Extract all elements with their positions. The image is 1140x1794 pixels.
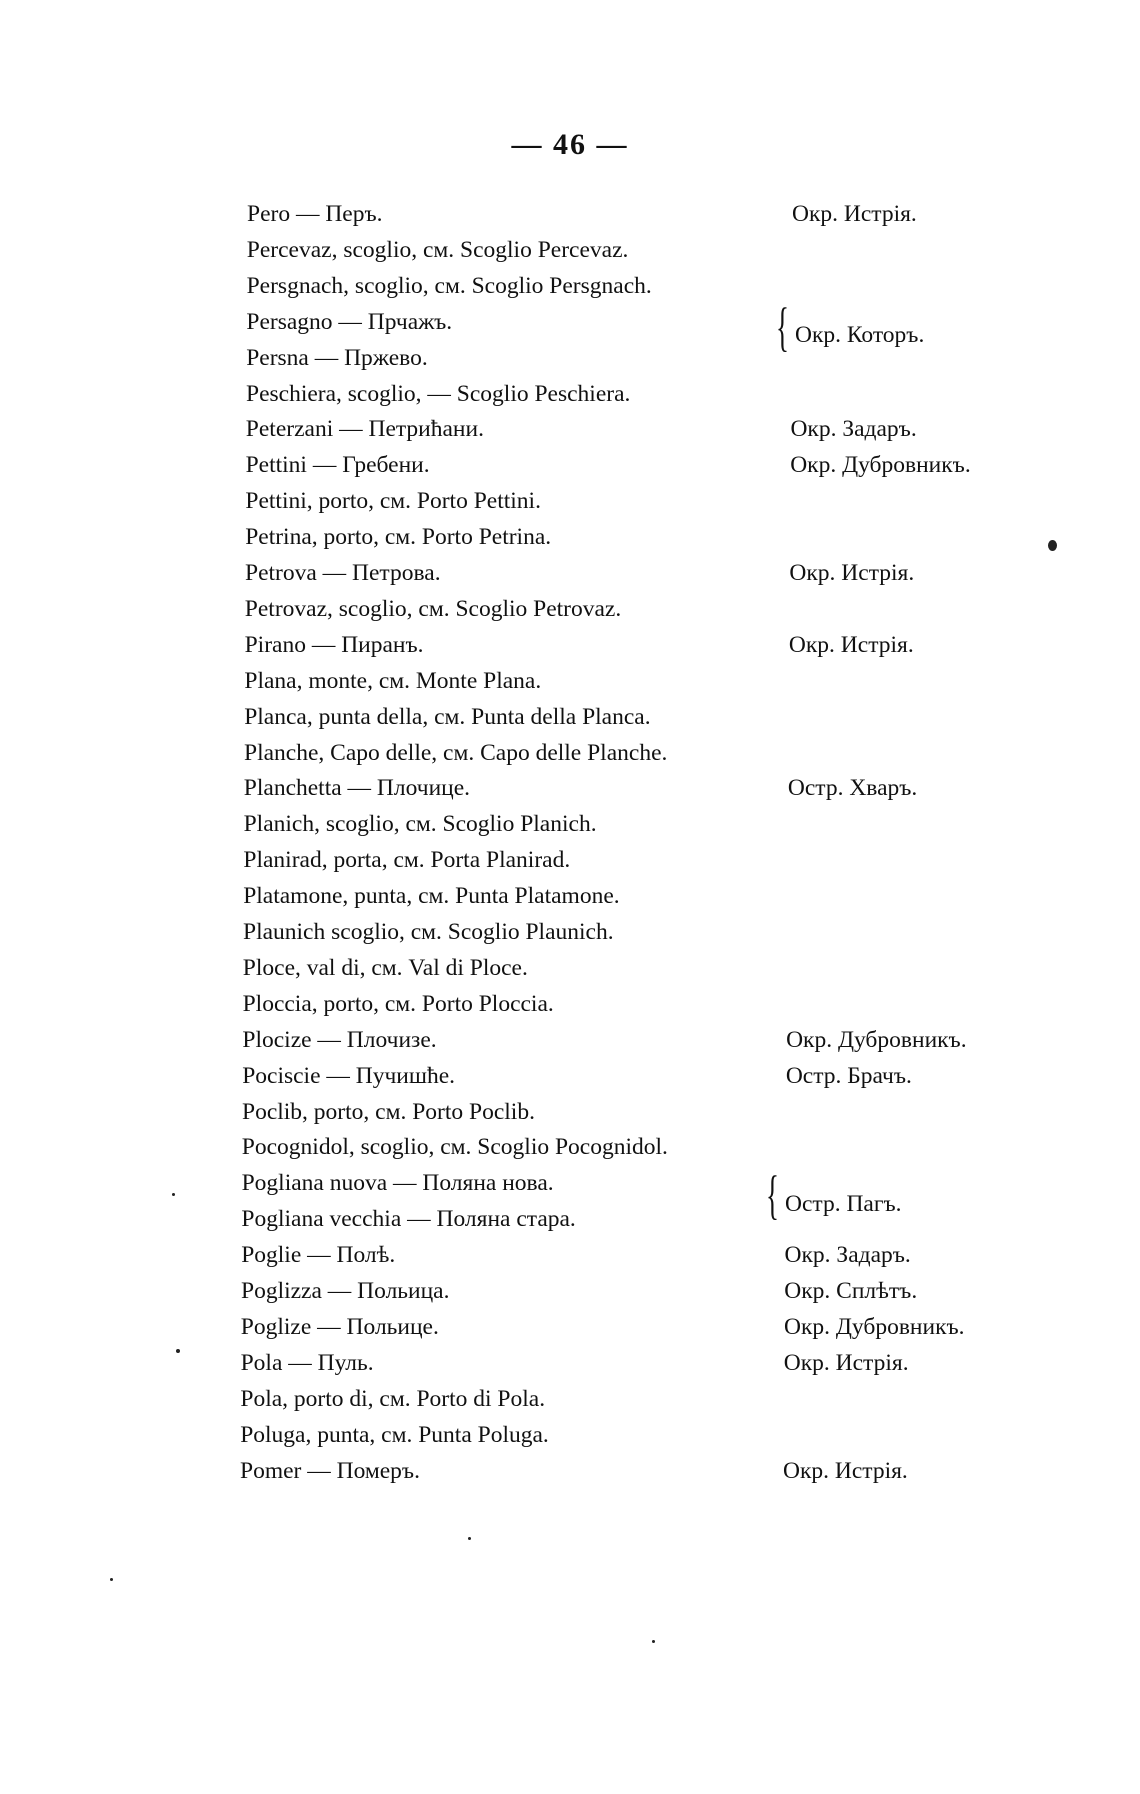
entry-text: Poglize — Польице.: [240, 1313, 439, 1340]
list-item: [0, 1381, 1140, 1417]
list-item: [0, 555, 1140, 591]
entry-region: Окр. Дубровникъ.: [786, 1026, 967, 1053]
entry-text: Planich, scoglio, см. Scoglio Planich.: [243, 811, 597, 838]
entry-text: Pola — Пуль.: [240, 1349, 374, 1376]
entry-text: Peschiera, scoglio, — Scoglio Peschiera.: [246, 380, 631, 407]
list-item: [0, 663, 1140, 699]
list-item: [0, 268, 1140, 304]
list-item: [0, 591, 1140, 627]
entry-text: Persgnach, scoglio, см. Scoglio Persgnach.: [246, 272, 652, 299]
entry-text: Planca, punta della, см. Punta della Planca.: [244, 703, 651, 730]
list-item: [0, 1201, 1140, 1237]
list-item: [0, 1237, 1140, 1273]
list-item: [0, 1273, 1140, 1309]
entry-text: Plocize — Плочизе.: [242, 1026, 437, 1053]
list-item: [0, 1345, 1140, 1381]
list-item: [0, 735, 1140, 771]
entry-text: Plaunich scoglio, см. Scoglio Plaunich.: [243, 919, 614, 945]
entry-text: Planirad, porta, см. Porta Planirad.: [243, 847, 571, 874]
entry-region: Окр. Истрія.: [789, 560, 915, 586]
list-item: [0, 1129, 1140, 1165]
entry-text: Pettini — Гребени.: [245, 452, 430, 479]
entry-text: Poluga, punta, см. Punta Poluga.: [240, 1421, 549, 1448]
entry-text: Petrina, porto, см. Porto Petrina.: [245, 524, 552, 551]
entry-text: Pero — Перъ.: [247, 201, 383, 227]
list-item: [0, 1309, 1140, 1345]
list-item: [0, 842, 1140, 878]
entry-text: Persagno — Прчажъ.: [246, 308, 453, 335]
entry-region: Окр. Истрія.: [792, 201, 917, 227]
entry-region: Окр. Задаръ.: [790, 416, 917, 443]
list-item: [0, 986, 1140, 1022]
entry-text: Pettini, porto, см. Porto Pettini.: [245, 488, 541, 515]
brace-icon: {: [766, 1165, 779, 1225]
list-item: [0, 770, 1140, 806]
grouped-region-label: Окр. Которъ.: [795, 322, 925, 348]
list-item: [0, 699, 1140, 735]
list-item: [0, 196, 1140, 232]
list-item: [0, 519, 1140, 555]
grouped-region-label: Остр. Пагъ.: [785, 1191, 902, 1217]
entry-text: Poglie — Полѣ.: [241, 1242, 396, 1269]
entry-text: Poclib, porto, см. Porto Poclib.: [242, 1098, 535, 1125]
entry-region: Окр. Дубровникъ.: [790, 452, 971, 479]
ink-speck: [468, 1537, 471, 1540]
page-number: — 46 —: [511, 128, 629, 161]
entry-text: Petrova — Петрова.: [245, 560, 441, 586]
entry-text: Persna — Пржево.: [246, 344, 428, 371]
entry-text: Planchetta — Плочице.: [243, 775, 471, 802]
list-item: [0, 950, 1140, 986]
list-item: [0, 914, 1140, 950]
list-item: [0, 1058, 1140, 1094]
entry-text: Pociscie — Пучишће.: [242, 1062, 456, 1089]
entry-region: Окр. Истрія.: [788, 631, 914, 658]
entry-region: Окр. Истрія.: [783, 1457, 908, 1484]
entry-region: Остр. Брачъ.: [785, 1062, 912, 1089]
list-item: [0, 304, 1140, 340]
list-item: [0, 1022, 1140, 1058]
list-item: [0, 1453, 1140, 1489]
entry-text: Pocognidol, scoglio, см. Scoglio Pocognidol.: [241, 1134, 668, 1161]
entry-text: Ploccia, porto, см. Porto Ploccia.: [242, 990, 554, 1017]
entry-region: Окр. Сплѣтъ.: [784, 1278, 918, 1304]
entry-region: Остр. Хваръ.: [787, 775, 918, 802]
entry-text: Planche, Capo delle, см. Capo delle Planche.: [244, 739, 668, 766]
list-item: [0, 483, 1140, 519]
list-item: [0, 1417, 1140, 1453]
ink-speck: [172, 1193, 175, 1196]
list-item: [0, 627, 1140, 663]
entry-text: Percevaz, scoglio, см. Scoglio Percevaz.: [246, 236, 629, 263]
list-item: [0, 1094, 1140, 1130]
list-item: [0, 340, 1140, 376]
entry-text: Pirano — Пиранъ.: [244, 631, 424, 658]
list-item: [0, 806, 1140, 842]
entry-text: Pogliana nuova — Поляна нова.: [241, 1170, 554, 1197]
entry-text: Poglizza — Польица.: [241, 1278, 450, 1304]
entry-text: Pomer — Померъ.: [240, 1457, 420, 1484]
ink-speck: [176, 1349, 180, 1353]
entry-region: Окр. Дубровникъ.: [784, 1313, 965, 1340]
list-item: [0, 447, 1140, 483]
entry-text: Platamone, punta, см. Punta Platamone.: [243, 883, 620, 910]
list-item: [0, 376, 1140, 412]
brace-icon: {: [776, 297, 789, 357]
ink-speck: [110, 1578, 113, 1581]
entry-text: Ploce, val di, см. Val di Ploce.: [242, 954, 528, 981]
list-item: [0, 878, 1140, 914]
entry-text: Plana, monte, см. Monte Plana.: [244, 667, 542, 694]
entry-text: Pola, porto di, см. Porto di Pola.: [240, 1385, 546, 1412]
list-item: [0, 411, 1140, 447]
entry-text: Pogliana vecchia — Поляна стара.: [241, 1206, 576, 1233]
entry-region: Окр. Задаръ.: [784, 1242, 911, 1269]
entry-region: Окр. Истрія.: [783, 1349, 909, 1376]
list-item: [0, 1165, 1140, 1201]
ink-speck: [1048, 540, 1057, 551]
entry-text: Petrovaz, scoglio, см. Scoglio Petrovaz.: [244, 595, 622, 622]
ink-speck: [652, 1640, 655, 1643]
list-item: [0, 232, 1140, 268]
entry-text: Peterzani — Петрићани.: [245, 416, 484, 443]
